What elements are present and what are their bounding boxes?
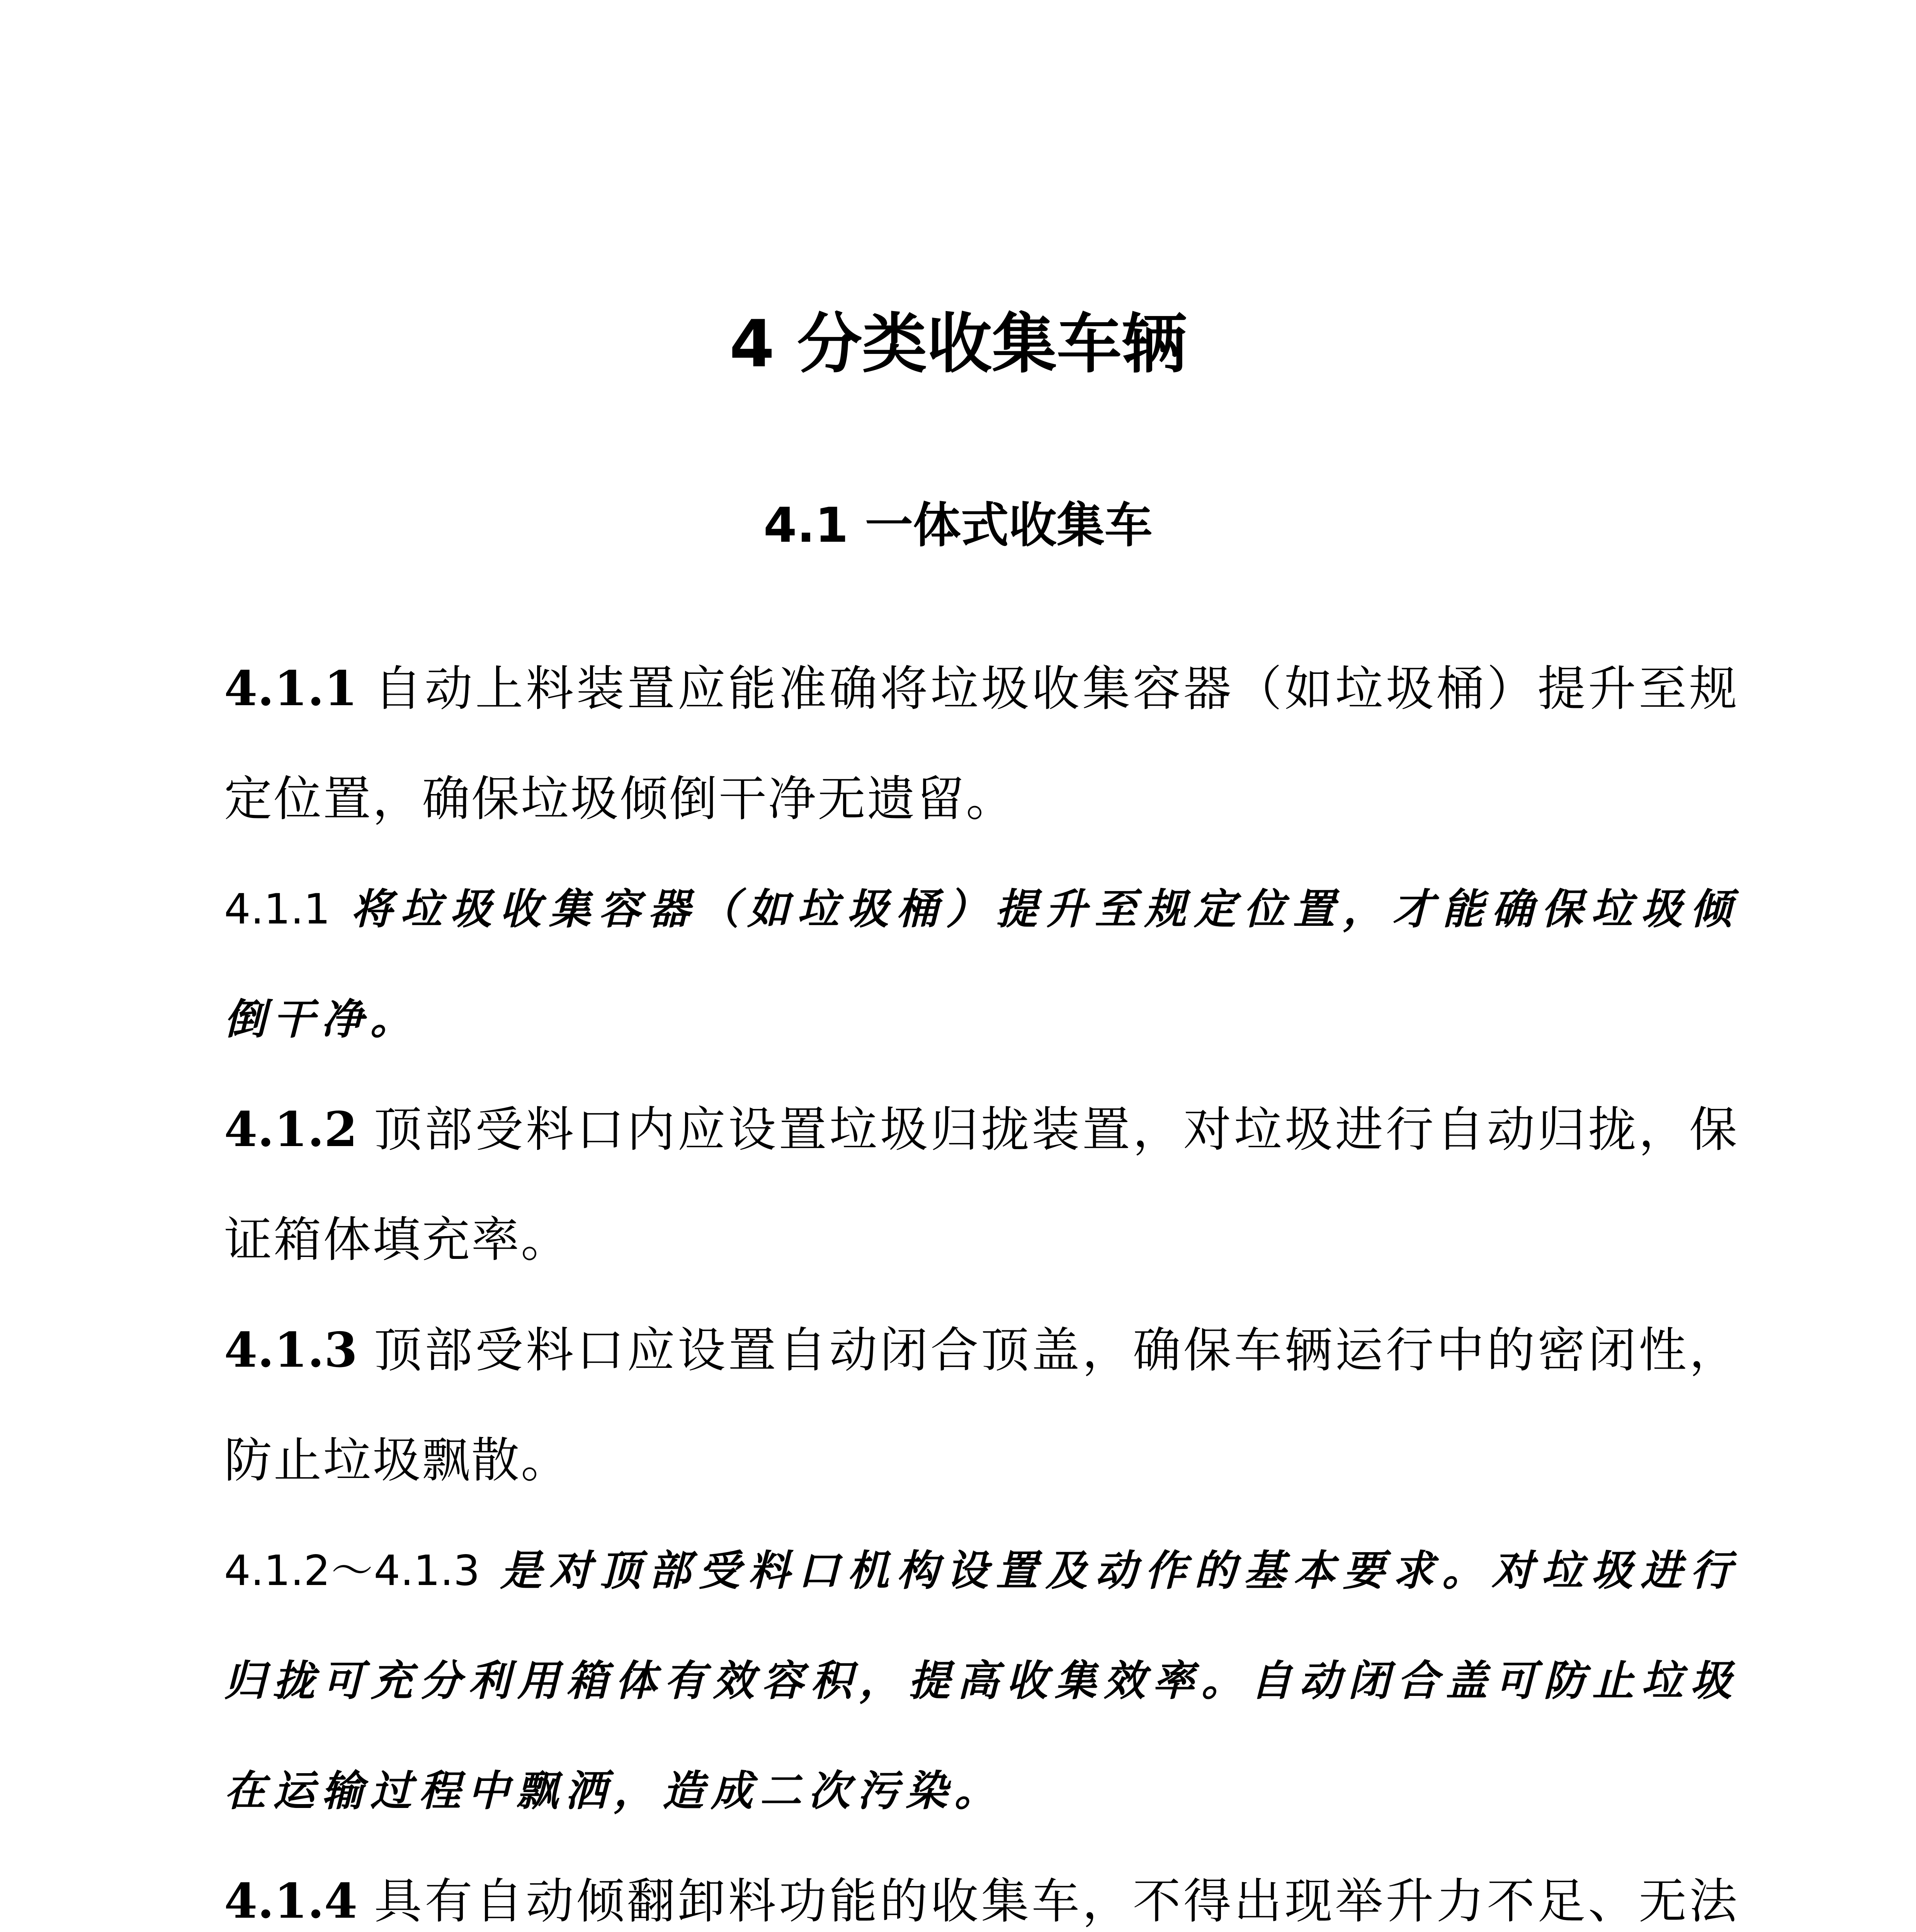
body-text (224, 634, 1739, 1932)
chapter-title: 4 分类收集车辆 (729, 306, 1187, 382)
commentary-text: 将垃圾收集容器（如垃圾桶）提升至规定位置，才能确保垃圾倾倒干净。 (224, 885, 1739, 1044)
clause-4-1-1 (224, 634, 1739, 854)
clause-number: 4.1.3 (224, 1322, 358, 1378)
commentary-number: 4.1.2～4.1.3 (224, 1547, 480, 1595)
clause-text: 具有自动倾翻卸料功能的收集车，不得出现举升力不足、无法 (373, 1874, 1739, 1929)
clause-text: 顶部受料口应设置自动闭合顶盖，确保车辆运行中的密闭性，防止垃圾飘散。 (224, 1323, 1739, 1488)
commentary-4-1-1 (224, 854, 1739, 1075)
clause-4-1-2 (224, 1075, 1739, 1295)
clause-text: 自动上料装置应能准确将垃圾收集容器（如垃圾桶）提升至规定位置，确保垃圾倾倒干净无遗留。 (224, 661, 1739, 827)
clause-text: 顶部受料口内应设置垃圾归拢装置，对垃圾进行自动归拢，保证箱体填充率。 (224, 1102, 1739, 1268)
commentary-4-1-2-to-4-1-3 (224, 1516, 1739, 1846)
clause-number: 4.1.1 (224, 661, 358, 717)
clause-4-1-3 (224, 1295, 1739, 1516)
commentary-number: 4.1.1 (224, 885, 330, 934)
clause-4-1-4 (224, 1846, 1739, 1932)
clause-number: 4.1.2 (224, 1102, 358, 1158)
clause-number: 4.1.4 (224, 1873, 358, 1929)
section-title: 4.1 一体式收集车 (763, 498, 1153, 553)
commentary-text: 是对顶部受料口机构设置及动作的基本要求。对垃圾进行归拢可充分利用箱体有效容积，提高收集效率。自动闭合盖可防止垃圾在运输过程中飘洒，造成二次污染。 (224, 1547, 1739, 1815)
